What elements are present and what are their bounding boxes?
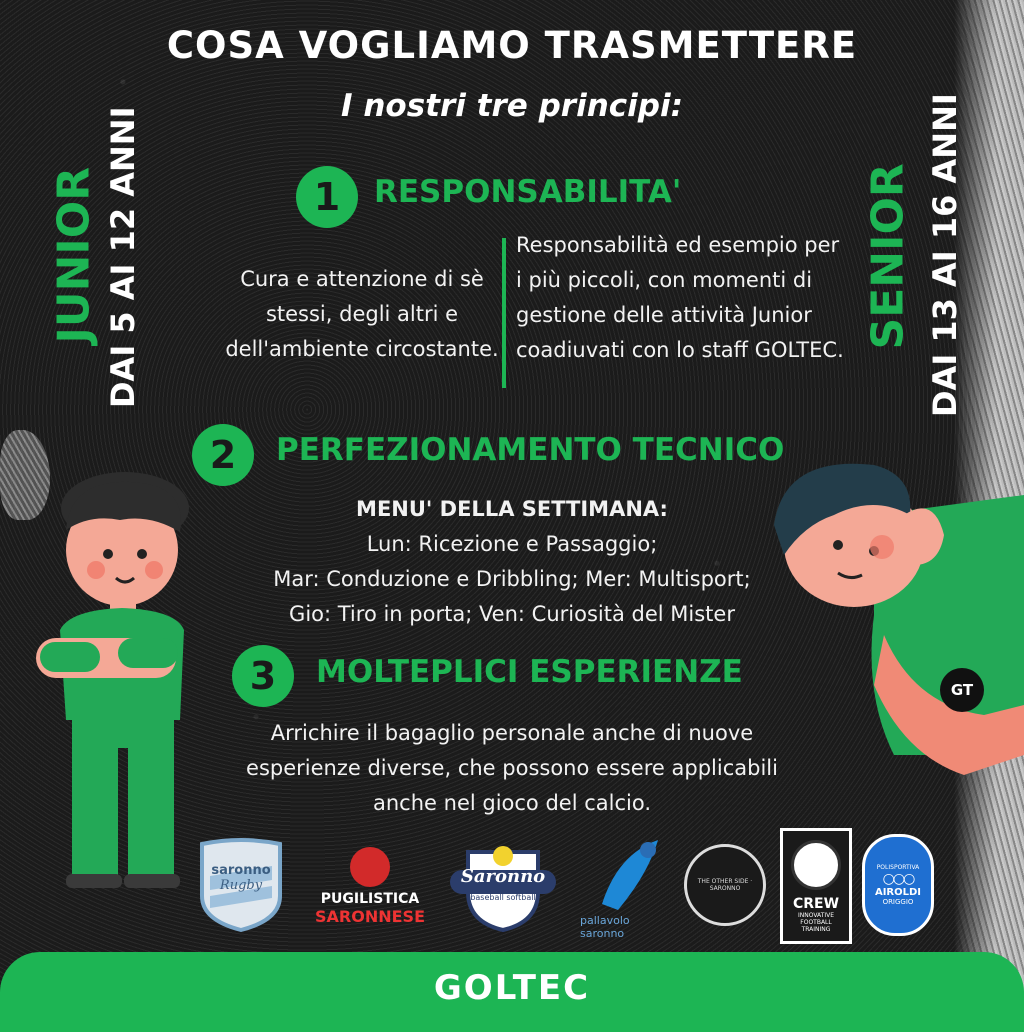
principle-2-title: PERFEZIONAMENTO TECNICO: [276, 432, 785, 468]
footer-brand: GOLTEC: [433, 968, 591, 1008]
principle-2-menu: [212, 492, 812, 632]
soccer-ball-icon: [791, 840, 841, 890]
baseball-logo-sub: baseball softball: [470, 893, 536, 902]
principle-2-number: 2: [192, 424, 254, 486]
baseball-logo-name: Saronno: [460, 866, 546, 887]
boxing-glove-icon: [350, 847, 390, 887]
partner-logos: [196, 828, 922, 948]
logo-the-other-side: [684, 844, 766, 926]
crew-logo-sub: INNOVATIVE FOOTBALL TRAINING: [797, 911, 835, 933]
logo-crew: [780, 828, 852, 944]
principle-3-line-3: anche nel gioco del calcio.: [373, 791, 651, 815]
logo-saronno-baseball: [448, 842, 558, 932]
junior-boy-illustration: [30, 470, 210, 900]
olympic-rings-icon: ○○○: [882, 871, 914, 887]
menu-line-1: Lun: Ricezione e Passaggio;: [366, 532, 658, 556]
principle-3-number: 3: [232, 645, 294, 707]
principle-3-text: [192, 716, 832, 821]
menu-line-2: Mar: Conduzione e Dribbling; Mer: Multisport;: [273, 567, 751, 591]
volley-logo-name: pallavolo saronno: [580, 914, 630, 940]
logo-pugilistica-saronnese: [302, 846, 438, 926]
logo-polisportiva-airoldi: [862, 834, 934, 936]
principle-1-junior-text: Cura e attenzione di sè stessi, degli altri e dell'ambiente circostante.: [225, 267, 499, 361]
shirt-badge-text: GT: [950, 681, 974, 699]
rugby-logo-sub: Rugby: [219, 878, 263, 893]
page-subtitle: I nostri tre principi:: [341, 88, 683, 124]
rugby-logo-name: saronno: [211, 863, 271, 878]
menu-title: MENU' DELLA SETTIMANA:: [356, 497, 668, 521]
shirt-badge: [940, 668, 984, 712]
page-title: COSA VOGLIAMO TRASMETTERE: [166, 24, 858, 67]
principle-1-title: RESPONSABILITA': [374, 174, 682, 210]
boxing-logo-line1: PUGILISTICA: [320, 890, 420, 907]
logo-pallavolo-saronno: [580, 832, 676, 942]
principle-1-divider: [502, 238, 506, 388]
principle-1-senior-text: Responsabilità ed esempio per i più piccoli, con momenti di gestione delle attività Junior coadiuvati con lo staff GOLTEC.: [516, 233, 844, 362]
menu-line-3: Gio: Tiro in porta; Ven: Curiosità del Mister: [289, 602, 735, 626]
boxing-logo-line2: SARONNESE: [315, 906, 425, 926]
principle-3-title: MOLTEPLICI ESPERIENZE: [316, 654, 743, 690]
junior-age-label: DAI 5 AI 12 ANNI: [104, 106, 142, 408]
junior-label: JUNIOR: [48, 166, 100, 344]
principle-1-number: 1: [296, 166, 358, 228]
logo-saronno-rugby: [196, 836, 286, 932]
airoldi-logo-sub: ORIGGIO: [882, 898, 914, 906]
principle-3-line-1: Arrichire il bagaglio personale anche di nuove: [270, 721, 754, 745]
volleyball-player-icon: [588, 834, 668, 914]
crew-logo-name: CREW: [792, 895, 840, 912]
airoldi-logo-name: AIROLDI: [874, 887, 922, 898]
airoldi-logo-ring: POLISPORTIVA: [876, 864, 920, 871]
senior-age-label: DAI 13 AI 16 ANNI: [926, 93, 964, 417]
senior-label: SENIOR: [862, 163, 914, 350]
principle-3-line-2: esperienze diverse, che possono essere applicabili: [246, 756, 778, 780]
other-side-logo-name: THE OTHER SIDE · SARONNO: [697, 878, 753, 892]
senior-player-illustration: [764, 455, 1024, 815]
